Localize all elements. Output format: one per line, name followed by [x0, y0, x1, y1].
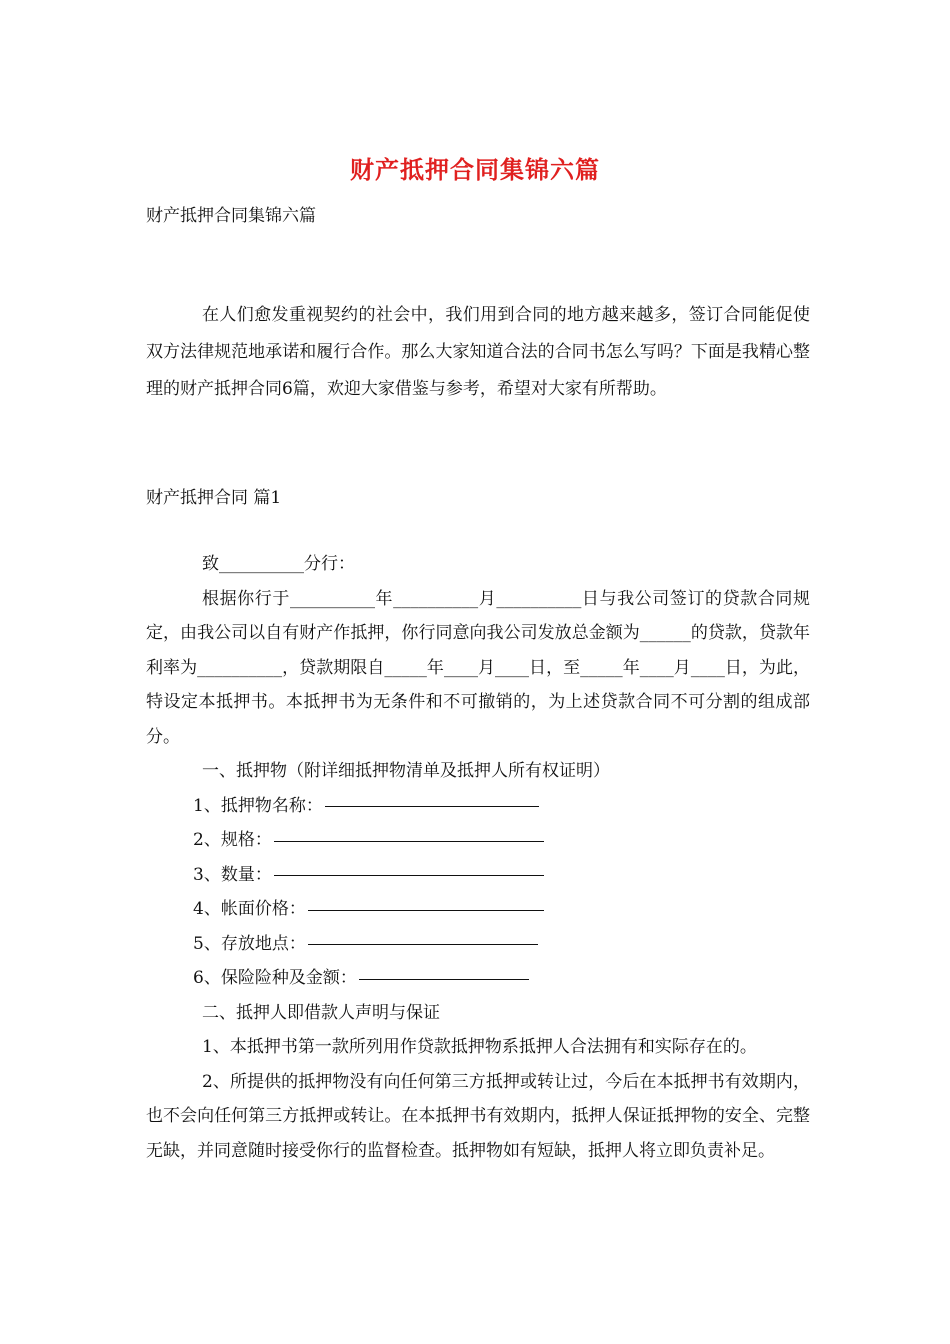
document-title: 财产抵押合同集锦六篇: [350, 155, 600, 184]
list-item: [146, 858, 810, 893]
clause-2-heading: 二、抵押人即借款人声明与保证: [202, 1002, 440, 1023]
list-item: [146, 892, 810, 927]
contract-body: [146, 547, 810, 1168]
item-label: 3、数量：: [193, 864, 272, 885]
blank-field: [308, 943, 538, 945]
document-subtitle: 财产抵押合同集锦六篇: [146, 206, 316, 226]
clause-2-item-2: 2、所提供的抵押物没有向任何第三方抵押或转让过，今后在本抵押书有效期内，也不会向任何第三方抵押或转让。在本抵押书有效期内，抵押人保证抵押物的安全、完整无缺，并同意随时接受你行的监督检查。抵押物如有短缺，抵押人将立即负责补足。: [146, 1071, 810, 1161]
list-item: [146, 927, 810, 962]
item-label: 5、存放地点：: [193, 933, 306, 954]
address-line: 致__________分行：: [202, 554, 355, 574]
list-item: [146, 823, 810, 858]
clause-1-heading: 一、抵押物（附详细抵押物清单及抵押人所有权证明）: [202, 761, 610, 781]
list-item: [146, 789, 810, 824]
blank-field: [359, 978, 529, 980]
item-label: 1、抵押物名称：: [193, 795, 323, 816]
item-label: 6、保险险种及金额：: [193, 968, 357, 988]
loan-terms-paragraph: 根据你行于__________年__________月__________日与我公司签订的贷款合同规定，由我公司以自有财产作抵押，你行同意向我公司发放总金额为______的贷款，贷款年利率为__________，贷款期限自_____年____月____日，至_____年____月____日，为此，特设定本抵押书。本抵押书为无条件和不可撤销的，为上述贷款合同不可分割的组成部分。: [146, 588, 810, 747]
blank-field: [308, 909, 544, 911]
blank-field: [274, 840, 544, 842]
blank-field: [274, 874, 544, 876]
blank-field: [325, 805, 539, 807]
item-label: 2、规格：: [193, 830, 272, 850]
intro-paragraph: 在人们愈发重视契约的社会中，我们用到合同的地方越来越多，签订合同能促使双方法律规范地承诺和履行合作。那么大家知道合法的合同书怎么写吗？下面是我精心整理的财产抵押合同6篇，欢迎大家借鉴与参考，希望对大家有所帮助。: [146, 305, 810, 399]
clause-2-item-1: 1、本抵押书第一款所列用作贷款抵押物系抵押人合法拥有和实际存在的。: [202, 1037, 757, 1057]
list-item: [146, 961, 810, 996]
section-heading: 财产抵押合同 篇1: [146, 488, 282, 508]
item-label: 4、帐面价格：: [193, 899, 306, 919]
